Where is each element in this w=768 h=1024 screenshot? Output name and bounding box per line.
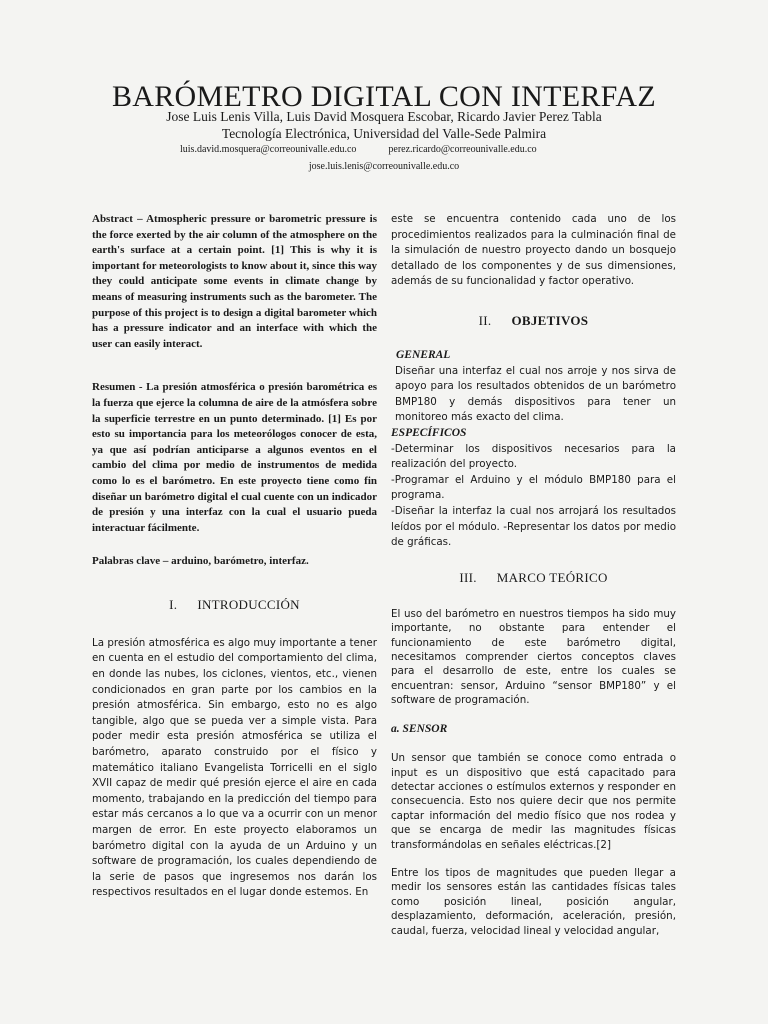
specific-objective-1: -Determinar los dispositivos necesarios para la realización del proyecto. — [391, 442, 676, 471]
section-heading-marco-teorico — [391, 569, 676, 587]
section-number: III. — [459, 569, 477, 585]
section-heading-introduccion — [92, 596, 377, 614]
sensor-paragraph: Un sensor que también se conoce como entrada o input es un dispositivo que está capacitado para detectar acciones o estímulos externos y responder en consecuencia. Esto nos quiere decir que nos permite captar información del medio físico que nos rodea y que se encarga de medir las magnitudes físicas transformándolas en señales eléctricas.[2] — [391, 752, 676, 851]
right-column — [391, 212, 676, 938]
marco-teorico-paragraph: El uso del barómetro en nuestros tiempos ha sido muy importante, no obstante para entender el funcionamiento de este barómetro digital, necesitamos comprender ciertos conceptos claves para el desarrollo de este, entre los cuales se encuentran: sensor, Arduino “sensor BMP180” y el software de programación. — [391, 607, 676, 707]
intro-continuation-paragraph: este se encuentra contenido cada uno de los procedimientos realizados para la culminación final de la simulación de nuestro proyecto dando un bosquejo detallado de los componentes y de sus dimensiones, además de su funcionalidad y factor operativo. — [391, 213, 676, 288]
email-mosquera[interactable]: luis.david.mosquera@correounivalle.edu.co — [180, 144, 357, 155]
paper-affiliation: Tecnología Electrónica, Universidad del Valle-Sede Palmira — [221, 126, 547, 141]
email-line-1 — [180, 143, 537, 157]
section-number: I. — [169, 596, 178, 612]
specific-objective-2: -Programar el Arduino y el módulo BMP180 para el programa. — [391, 473, 676, 502]
general-objective-paragraph: Diseñar una interfaz el cual nos arroje y nos sirva de apoyo para los resultados obtenidos de un barómetro BMP180 y demás dispositivos para tener un monitoreo más exacto del clima. — [395, 364, 676, 424]
intro-paragraph: La presión atmosférica es algo muy importante a tener en cuenta en el estudio del comportamiento del clima, en donde las nubes, los ciclones, vientos, etc., vienen condicionados en gran parte por los cambios en la presión atmosférica. Sin embargo, esto no es algo tangible, algo que se pueda ver a simple vista. Para poder medir esta presión atmosférica se utiliza el barómetro, aparato construido por el físico y matemático italiano Evangelista Torricelli en el siglo XVII capaz de medir qué presión ejerce el aire en cada momento, trabajando en la predicción del tiempo para estar más cercanos a lo que va a ocurrir con un menor margen de error. En este proyecto elaboramos un barómetro digital con la ayuda de un Arduino y un software de programación, los cuales dependiendo de la serie de pasos que ingresemos nos darán los respectivos resultados en el lugar donde estemos. En — [92, 636, 377, 899]
section-title: INTRODUCCIÓN — [197, 596, 300, 612]
email-lenis[interactable]: jose.luis.lenis@correounivalle.edu.co — [308, 161, 460, 172]
left-column — [92, 212, 377, 901]
subheading-general: GENERAL — [396, 348, 451, 361]
subheading-sensor: a. SENSOR — [391, 722, 448, 735]
section-heading-objetivos — [391, 312, 676, 330]
magnitudes-paragraph: Entre los tipos de magnitudes que pueden llegar a medir los sensores están las cantidades físicas tales como posición lineal, posición angular, desplazamiento, deformación, aceleración, presión, caudal, fuerza, velocidad lineal y velocidad angular, — [391, 866, 676, 937]
specific-objective-3: -Diseñar la interfaz la cual nos arrojará los resultados leídos por el módulo. -Representar los datos por medio de gráficas. — [391, 504, 676, 549]
section-title: OBJETIVOS — [511, 312, 589, 328]
resumen-paragraph: Resumen - La presión atmosférica o presión barométrica es la fuerza que ejerce la columna de aire de la atmósfera sobre la superficie terrestre en un punto determinado. [1] Es por esto su importancia para los meteorólogos conocer de esta, ya que así podrían anticiparse a algunos eventos en el cambio del clima por medio de instrumentos de medida como lo es el barómetro. En este proyecto tiene como fin diseñar un barómetro digital el cual cuente con un indicador de presión y una interfaz con la cual el usuario pueda interactuar fácilmente. — [92, 381, 377, 534]
section-number: II. — [478, 312, 492, 328]
abstract-paragraph: Abstract – Atmospheric pressure or barometric pressure is the force exerted by the air column of the atmosphere on the earth's surface at a certain point. [1] This is why it is important for meteorologists to know about it, since this way they could anticipate some events in climate change by means of measuring instruments such as the barometer. The purpose of this project is to design a digital barometer which has a pressure indicator and an interface with which the user can easily interact. — [92, 213, 377, 350]
keywords-paragraph: Palabras clave – arduino, barómetro, interfaz. — [92, 555, 309, 568]
paper-title: BARÓMETRO DIGITAL CON INTERFAZ — [111, 80, 657, 113]
section-title: MARCO TEÓRICO — [496, 569, 608, 585]
subheading-especificos: ESPECÍFICOS — [391, 426, 467, 439]
email-perez[interactable]: perez.ricardo@correounivalle.edu.co — [388, 144, 537, 155]
paper-authors: Jose Luis Lenis Villa, Luis David Mosquera Escobar, Ricardo Javier Perez Tabla — [166, 109, 602, 124]
email-line-2 — [0, 160, 768, 174]
